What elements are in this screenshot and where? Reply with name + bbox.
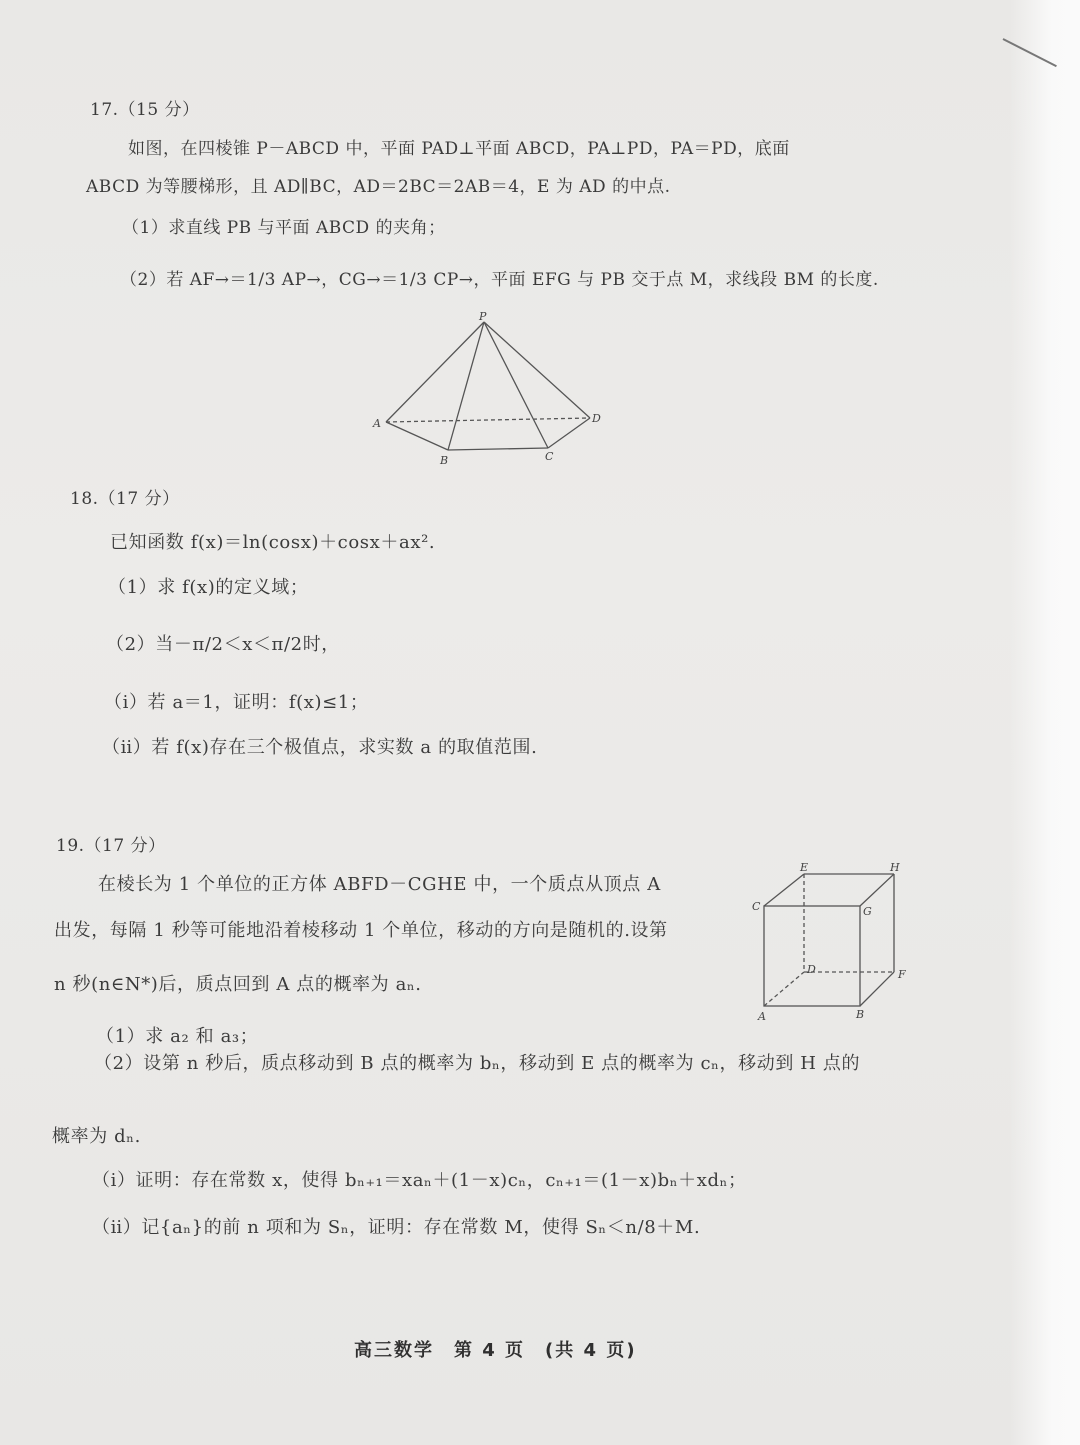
- q19-part2-ii: （ⅱ）记{aₙ}的前 n 项和为 Sₙ，证明：存在常数 M，使得 Sₙ＜n/8＋M.: [92, 1217, 701, 1238]
- q19-label-c: C: [752, 900, 761, 913]
- q17-label-c: C: [545, 450, 554, 463]
- q19-part2b: 概率为 dₙ.: [52, 1126, 141, 1147]
- q18-part1: （1）求 f(x)的定义域；: [108, 577, 309, 598]
- page-footer: 高三数学 第 4 页 (共 4 页): [354, 1340, 637, 1361]
- q19-label-f: F: [898, 968, 906, 981]
- q17-label-p: P: [479, 310, 487, 323]
- q17-pyramid-figure: [370, 310, 610, 470]
- q19-line2: 出发，每隔 1 秒等可能地沿着棱移动 1 个单位，移动的方向是随机的.设第: [54, 920, 668, 941]
- q19-part2-i: （ⅰ）证明：存在常数 x，使得 bₙ₊₁＝xaₙ＋(1－x)cₙ，cₙ₊₁＝(1－x)bₙ＋xdₙ；: [92, 1170, 747, 1191]
- q19-cube-figure: [750, 860, 930, 1030]
- q19-label-a: A: [758, 1010, 766, 1023]
- q17-label-a: A: [373, 417, 381, 430]
- q19-label-e: E: [800, 861, 809, 874]
- q17-label-d: D: [592, 412, 601, 425]
- q19-label-b: B: [856, 1008, 865, 1021]
- page-edge-shadow: [1010, 0, 1080, 1445]
- q18-stem: 已知函数 f(x)＝ln(cosx)＋cosx＋ax².: [110, 532, 436, 553]
- q17-part1: （1）求直线 PB 与平面 ABCD 的夹角；: [122, 218, 446, 238]
- q19-part2a: （2）设第 n 秒后，质点移动到 B 点的概率为 bₙ，移动到 E 点的概率为 cₙ，移动到 H 点的: [94, 1053, 861, 1074]
- q18-part2-ii: （ⅱ）若 f(x)存在三个极值点，求实数 a 的取值范围.: [102, 737, 538, 758]
- q17-header: 17.（15 分）: [90, 100, 200, 120]
- q17-line1: 如图，在四棱锥 P－ABCD 中，平面 PAD⊥平面 ABCD，PA⊥PD，PA＝PD，底面: [128, 139, 790, 159]
- q17-line2: ABCD 为等腰梯形，且 AD∥BC，AD＝2BC＝2AB＝4，E 为 AD 的中点.: [86, 177, 671, 197]
- q19-part1: （1）求 a₂ 和 a₃；: [96, 1026, 259, 1047]
- q17-label-b: B: [440, 454, 449, 467]
- q18-header: 18.（17 分）: [70, 489, 180, 509]
- q18-part2: （2）当－π/2＜x＜π/2时，: [106, 634, 340, 655]
- q18-part2-i: （ⅰ）若 a＝1，证明：f(x)≤1；: [104, 692, 369, 713]
- q19-label-d: D: [807, 963, 816, 976]
- q19-line3: n 秒(n∈N*)后，质点回到 A 点的概率为 aₙ.: [54, 974, 422, 995]
- q19-label-g: G: [863, 905, 872, 918]
- q19-header: 19.（17 分）: [56, 836, 166, 856]
- q17-part2: （2）若 AF→＝1/3 AP→，CG→＝1/3 CP→，平面 EFG 与 PB 交于点 M，求线段 BM 的长度.: [120, 270, 879, 290]
- q19-label-h: H: [890, 861, 900, 874]
- q19-line1: 在棱长为 1 个单位的正方体 ABFD－CGHE 中，一个质点从顶点 A: [98, 874, 661, 895]
